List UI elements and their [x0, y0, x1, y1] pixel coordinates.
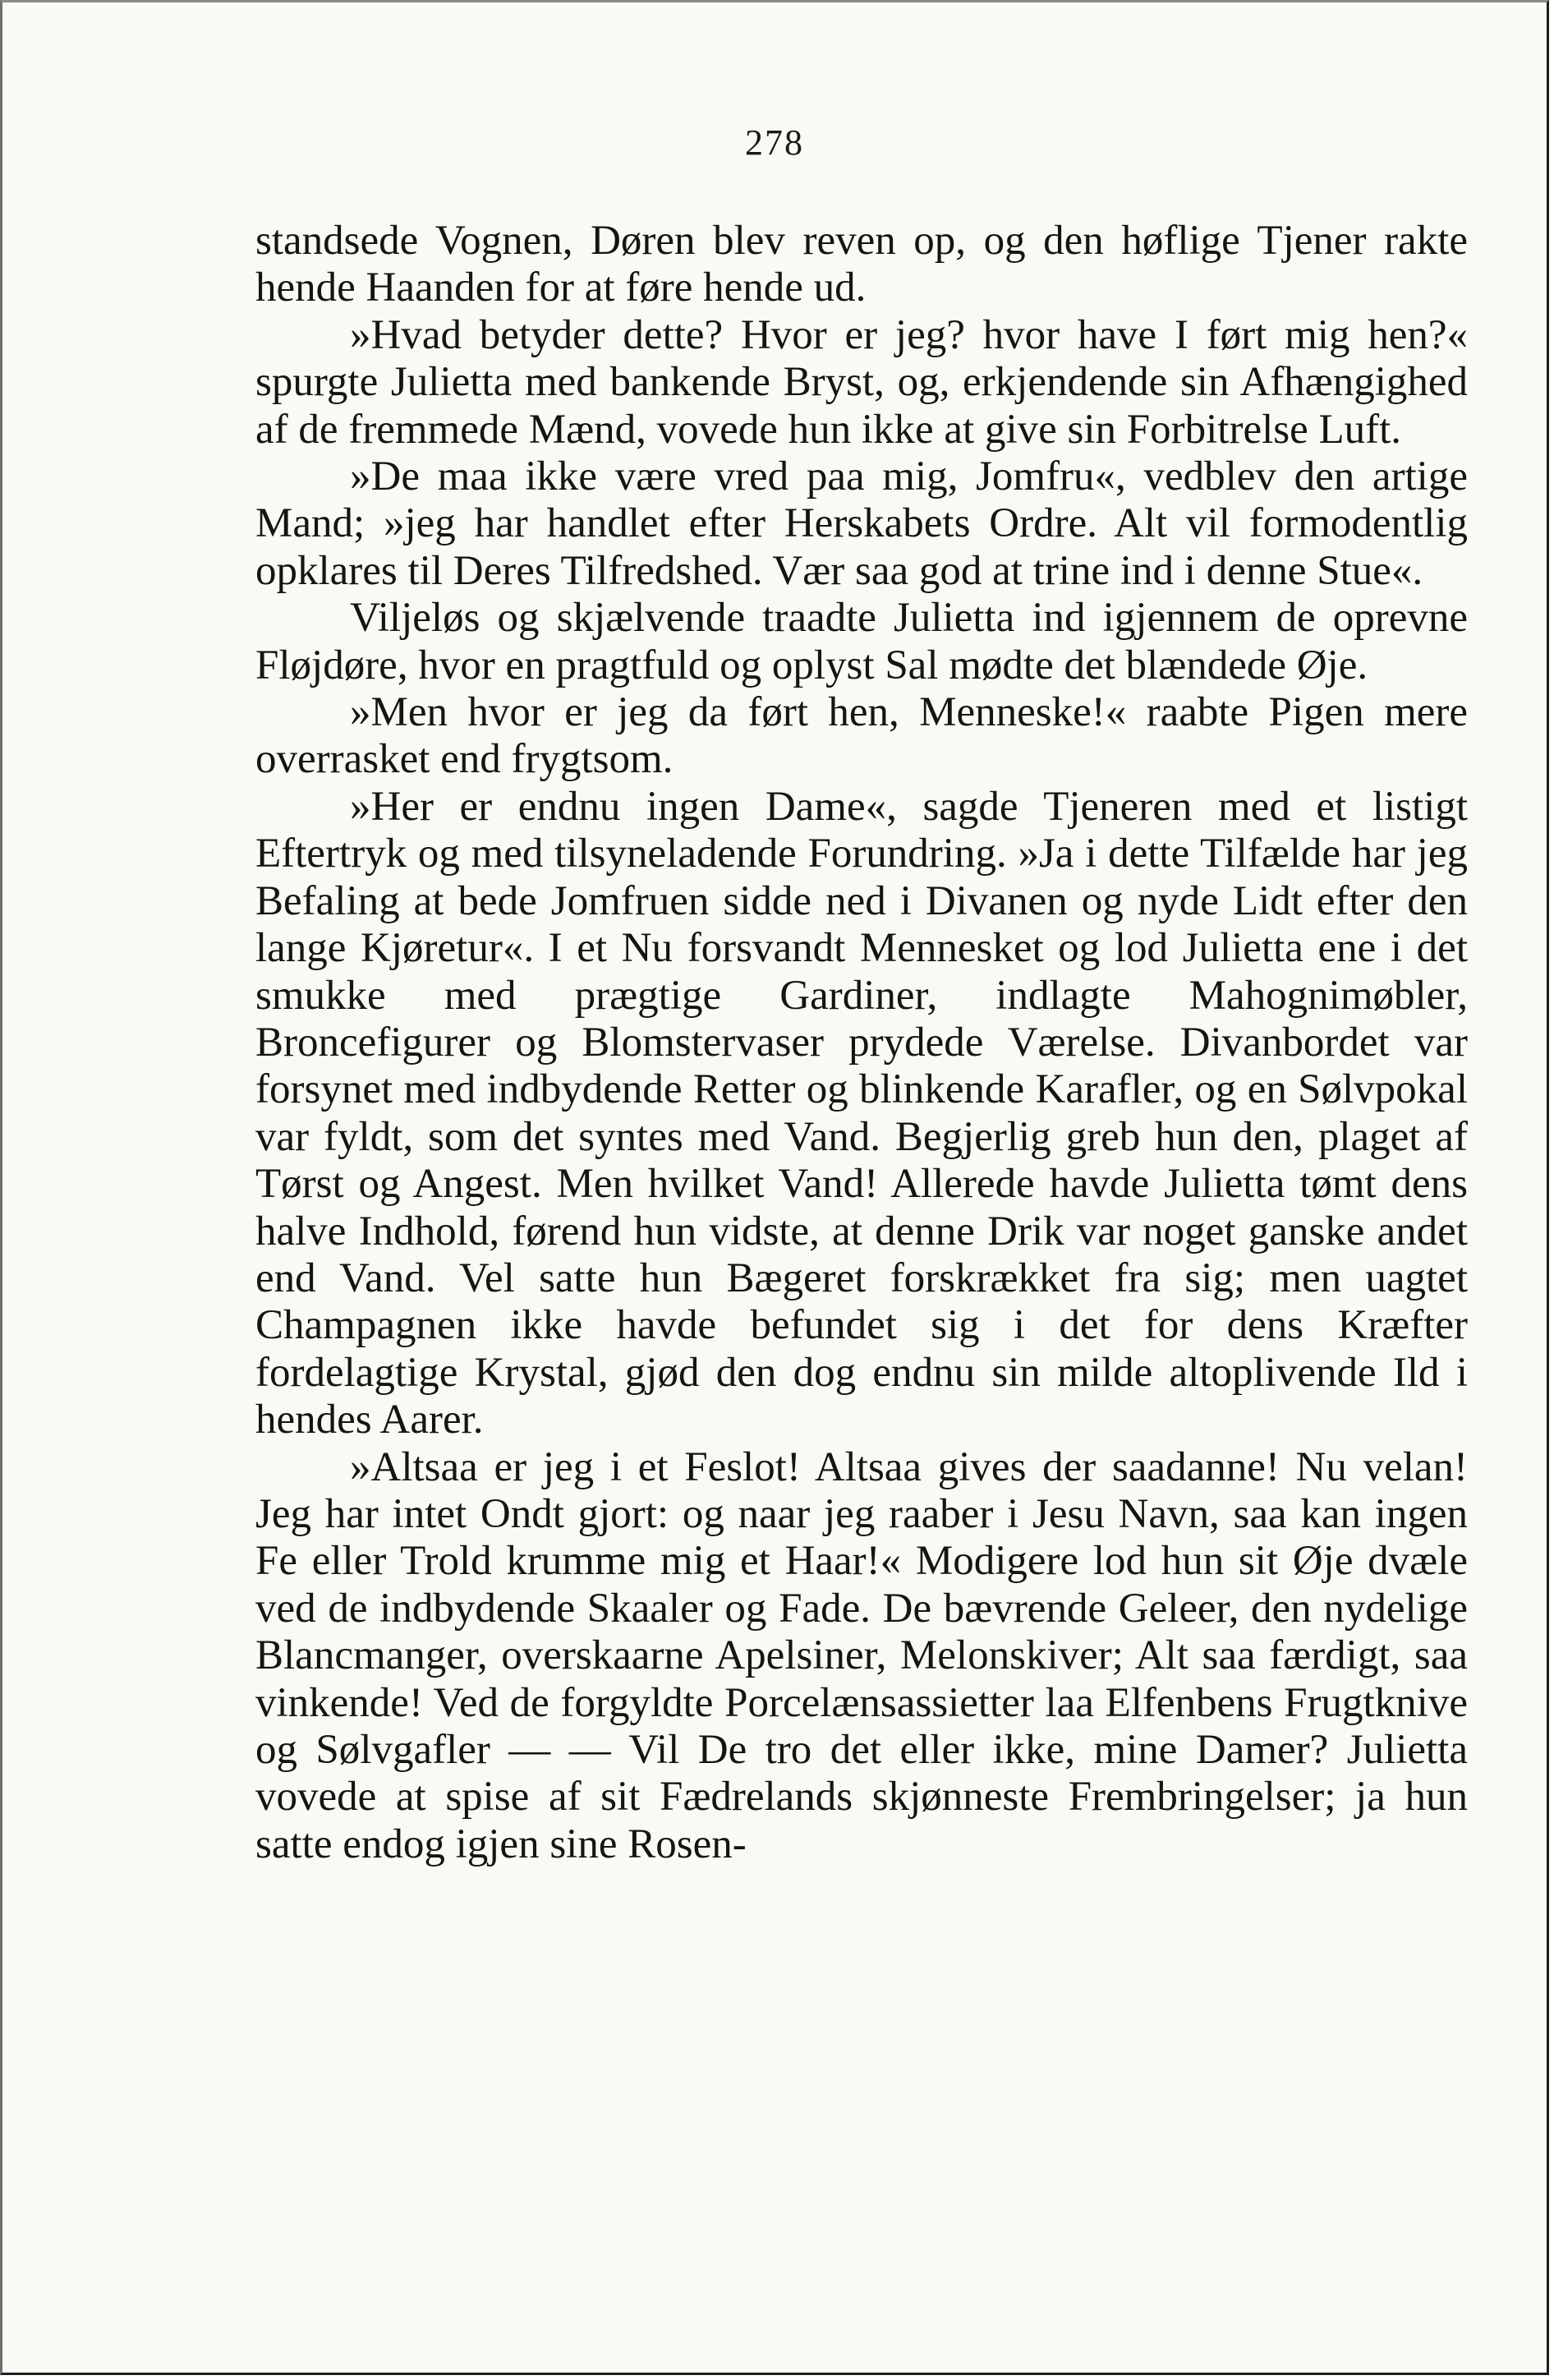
body-text: [255, 218, 1468, 1868]
paragraph-3: »De maa ikke være vred paa mig, Jomfru«, vedblev den artige Mand; »jeg har handlet efter Herskabets Ordre. Alt vil formodentlig opklares til Deres Tilfredshed. Vær saa god at trine ind i denne Stue«.: [255, 453, 1468, 594]
paragraph-2: »Hvad betyder dette? Hvor er jeg? hvor have I ført mig hen?« spurgte Julietta med bankende Bryst, og, erkjendende sin Afhængighed af de fremmede Mænd, vovede hun ikke at give sin Forbitrelse Luft.: [255, 311, 1468, 453]
paragraph-5: »Men hvor er jeg da ført hen, Menneske!« raabte Pigen mere overrasket end frygtsom.: [255, 689, 1468, 783]
paragraph-4: Viljeløs og skjælvende traadte Julietta ind igjennem de oprevne Fløjdøre, hvor en pragtfuld og oplyst Sal mødte det blændede Øje.: [255, 595, 1468, 688]
paragraph-7: »Altsaa er jeg i et Feslot! Altsaa gives der saadanne! Nu velan! Jeg har intet Ondt gjort: og naar jeg raaber i Jesu Navn, saa kan ingen Fe eller Trold krumme mig et Haar!« Modigere lod hun sit Øje dvæle ved de indbydende Skaaler og Fade. De bævrende Geleer, den nydelige Blancmanger, overskaarne Apelsiner, Melonskiver; Alt saa færdigt, saa vinkende! Ved de forgyldte Porcelænsassietter laa Elfenbens Frugtknive og Sølvgafler — — Vil De tro det eller ikke, mine Damer? Julietta vovede at spise af sit Fædrelands skjønneste Frembringelser; ja hun satte endog igjen sine Rosen-: [255, 1443, 1468, 1867]
paragraph-6: »Her er endnu ingen Dame«, sagde Tjeneren med et listigt Eftertryk og med tilsyneladende Forundring. »Ja i dette Tilfælde har jeg Befaling at bede Jomfruen sidde ned i Divanen og nyde Lidt efter den lange Kjøretur«. I et Nu forsvandt Mennesket og lod Julietta ene i det smukke med prægtige Gardiner, indlagte Mahognimøbler, Broncefigurer og Blomstervaser prydede Værelse. Divanbordet var forsynet med indbydende Retter og blinkende Karafler, og en Sølvpokal var fyldt, som det syntes med Vand. Begjerlig greb hun den, plaget af Tørst og Angest. Men hvilket Vand! Allerede havde Julietta tømt dens halve Indhold, førend hun vidste, at denne Drik var noget ganske andet end Vand. Vel satte hun Bægeret forskrækket fra sig; men uagtet Champagnen ikke havde befundet sig i det for dens Kræfter fordelagtige Krystal, gjød den dog endnu sin milde altoplivende Ild i hendes Aarer.: [255, 783, 1468, 1443]
page-number: 278: [745, 122, 804, 163]
paragraph-1: standsede Vognen, Døren blev reven op, og den høflige Tjener rakte hende Haanden for at føre hende ud.: [255, 218, 1468, 311]
